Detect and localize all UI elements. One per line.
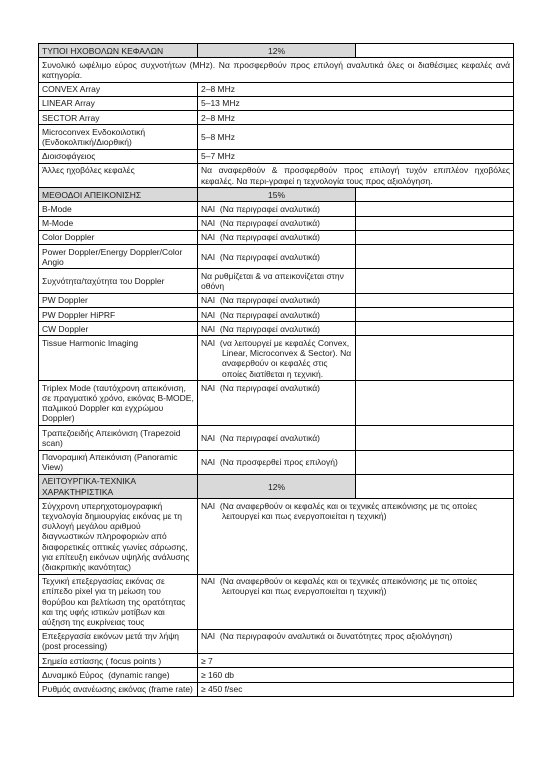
- spec-row: [39, 293, 514, 307]
- spec-requirement: 2–8 MHz: [198, 111, 514, 125]
- spec-requirement: 5–7 MHz: [198, 149, 514, 163]
- spec-item: PW Doppler HiPRF: [39, 308, 198, 322]
- spec-blank-cell: [356, 202, 514, 216]
- spec-row: [39, 499, 514, 574]
- intro-text: Συνολικό ωφέλιμο εύρος συχνοτήτων (MHz). Να προσφερθούν προς επιλογή αναλυτικά όλες οι διαθέσιμες κεφαλές ανά κατηγορία.: [39, 58, 514, 82]
- spec-requirement: ≥ 7: [198, 654, 514, 668]
- spec-requirement: ΝΑΙ (Να περιγραφεί αναλυτικά): [198, 381, 356, 426]
- section-blank-cell: [356, 44, 514, 58]
- spec-item: Triplex Mode (ταυτόχρονη απεικόνιση, σε πραγματικό χρόνο, εικόνας B-MODE, παλμικού Doppler και εγχρώμου Doppler): [39, 381, 198, 426]
- spec-item: Ρυθμός ανανέωσης εικόνας (frame rate): [39, 682, 198, 696]
- spec-item: Δυναμικό Εύρος (dynamic range): [39, 668, 198, 682]
- spec-item: Συχνότητα/ταχύτητα του Doppler: [39, 269, 198, 293]
- spec-item: LINEAR Array: [39, 96, 198, 110]
- section-header-row: [39, 474, 514, 498]
- spec-requirement: ΝΑΙ (Να περιγραφεί αναλυτικά): [198, 308, 356, 322]
- spec-row: [39, 668, 514, 682]
- spec-row: [39, 682, 514, 696]
- spec-row: [39, 163, 514, 187]
- spec-row: [39, 202, 514, 216]
- spec-row: [39, 654, 514, 668]
- spec-row: [39, 269, 514, 293]
- spec-requirement: ΝΑΙ (Να αναφερθούν οι κεφαλές και οι τεχνικές απεικόνισης με τις οποίες λειτουργεί και πως ενεργοποιείται η τεχνική): [198, 574, 514, 629]
- spec-blank-cell: [356, 450, 514, 474]
- section-title: ΜΕΘΟΔΟΙ ΑΠΕΙΚΟΝΙΣΗΣ: [39, 188, 198, 202]
- spec-requirement: 5–13 MHz: [198, 96, 514, 110]
- section-blank-cell: [356, 474, 514, 498]
- spec-requirement: ≥ 160 db: [198, 668, 514, 682]
- spec-requirement: ΝΑΙ (να λειτουργεί με κεφαλές Convex, Linear, Microconvex & Sector). Να αναφερθούν οι κεφαλές στις οποίες διατίθεται η τεχνική.: [198, 336, 356, 381]
- spec-item: Σημεία εστίασης ( focus points ): [39, 654, 198, 668]
- spec-requirement: ΝΑΙ (Να περιγραφεί αναλυτικά): [198, 202, 356, 216]
- spec-requirement: ΝΑΙ (Να περιγραφεί αναλυτικά): [198, 230, 356, 244]
- spec-row: [39, 336, 514, 381]
- spec-item: CW Doppler: [39, 322, 198, 336]
- spec-item: Tissue Harmonic Imaging: [39, 336, 198, 381]
- spec-row: [39, 230, 514, 244]
- spec-row: [39, 125, 514, 149]
- section-header-row: [39, 44, 514, 58]
- spec-row: [39, 574, 514, 629]
- spec-row: [39, 245, 514, 269]
- section-weight: 12%: [198, 44, 356, 58]
- spec-blank-cell: [356, 308, 514, 322]
- spec-item: Τραπεζοειδής Απεικόνιση (Trapezoid scan): [39, 426, 198, 450]
- spec-requirement: ΝΑΙ (Να περιγραφεί αναλυτικά): [198, 216, 356, 230]
- spec-requirement: ΝΑΙ (Να περιγραφεί αναλυτικά): [198, 426, 356, 450]
- spec-row: [39, 82, 514, 96]
- spec-row: [39, 322, 514, 336]
- section-weight: 15%: [198, 188, 356, 202]
- spec-row: [39, 426, 514, 450]
- spec-requirement: Να ρυθμίζεται & να απεικονίζεται στην οθόνη: [198, 269, 356, 293]
- spec-blank-cell: [356, 381, 514, 426]
- spec-item: Color Doppler: [39, 230, 198, 244]
- spec-requirement: 5–8 MHz: [198, 125, 514, 149]
- spec-item: Power Doppler/Energy Doppler/Color Angio: [39, 245, 198, 269]
- spec-item: Διοισοφάγειος: [39, 149, 198, 163]
- spec-requirement: ΝΑΙ (Να περιγραφεί αναλυτικά): [198, 322, 356, 336]
- spec-row: [39, 381, 514, 426]
- spec-requirement: ΝΑΙ (Να περιγραφεί αναλυτικά): [198, 293, 356, 307]
- section-blank-cell: [356, 188, 514, 202]
- spec-item: Τεχνική επεξεργασίας εικόνας σε επίπεδο pixel για τη μείωση του θορύβου και βελτίωση της ορατότητας και της υφής ιστικών μοτίβων και αύξηση της ευκρίνειας τους: [39, 574, 198, 629]
- spec-row: [39, 450, 514, 474]
- spec-row: [39, 149, 514, 163]
- spec-row: [39, 308, 514, 322]
- spec-item: Microconvex Ενδοκοιλοτική (Ενδοκολπική/Διορθική): [39, 125, 198, 149]
- spec-requirement: ΝΑΙ (Να περιγραφεί αναλυτικά): [198, 245, 356, 269]
- spec-requirement: ΝΑΙ (Να περιγραφούν αναλυτικά οι δυνατότητες προς αξιολόγηση): [198, 629, 514, 653]
- spec-item: Πανοραμική Απεικόνιση (Panoramic View): [39, 450, 198, 474]
- spec-row: [39, 629, 514, 653]
- spec-requirement: ≥ 450 f/sec: [198, 682, 514, 696]
- spec-item: SECTOR Array: [39, 111, 198, 125]
- spec-blank-cell: [356, 426, 514, 450]
- spec-blank-cell: [356, 245, 514, 269]
- spec-row: [39, 96, 514, 110]
- specification-table: [38, 43, 514, 697]
- spec-blank-cell: [356, 216, 514, 230]
- spec-item: Άλλες ηχοβόλες κεφαλές: [39, 163, 198, 187]
- spec-requirement: Να αναφερθούν & προσφερθούν προς επιλογή τυχόν επιπλέον ηχοβόλες κεφαλές. Να περι-γραφεί η τεχνολογία τους προς αξιολόγηση.: [198, 163, 514, 187]
- spec-requirement: ΝΑΙ (Να αναφερθούν οι κεφαλές και οι τεχνικές απεικόνισης με τις οποίες λειτουργεί και πως ενεργοποιείται η τεχνική): [198, 499, 514, 574]
- spec-item: PW Doppler: [39, 293, 198, 307]
- section-header-row: [39, 188, 514, 202]
- intro-row: [39, 58, 514, 82]
- spec-item: B-Mode: [39, 202, 198, 216]
- spec-row: [39, 216, 514, 230]
- spec-item: M-Mode: [39, 216, 198, 230]
- section-title: ΛΕΙΤΟΥΡΓΙΚΑ-ΤΕΧΝΙΚΑ ΧΑΡΑΚΤΗΡΙΣΤΙΚΑ: [39, 474, 198, 498]
- spec-blank-cell: [356, 230, 514, 244]
- spec-item: Σύγχρονη υπερηχοτομογραφική τεχνολογία δημιουργίας εικόνας με τη συλλογή μεγάλου αριθμού διαγνωστικών πληροφοριών από διαφορετικές οπτικές γωνίες σάρωσης, για επίτευξη εικόνων υψηλής ανάλυσης (διακριτικής ικανότητας): [39, 499, 198, 574]
- spec-item: CONVEX Array: [39, 82, 198, 96]
- spec-row: [39, 111, 514, 125]
- spec-blank-cell: [356, 293, 514, 307]
- spec-blank-cell: [356, 322, 514, 336]
- section-weight: 12%: [198, 474, 356, 498]
- spec-requirement: 2–8 MHz: [198, 82, 514, 96]
- spec-requirement: ΝΑΙ (Να προσφερθεί προς επιλογή): [198, 450, 356, 474]
- spec-item: Επεξεργασία εικόνων μετά την λήψη (post processing): [39, 629, 198, 653]
- spec-blank-cell: [356, 336, 514, 381]
- spec-blank-cell: [356, 269, 514, 293]
- section-title: ΤΥΠΟΙ ΗΧΟΒΟΛΩΝ ΚΕΦΑΛΩΝ: [39, 44, 198, 58]
